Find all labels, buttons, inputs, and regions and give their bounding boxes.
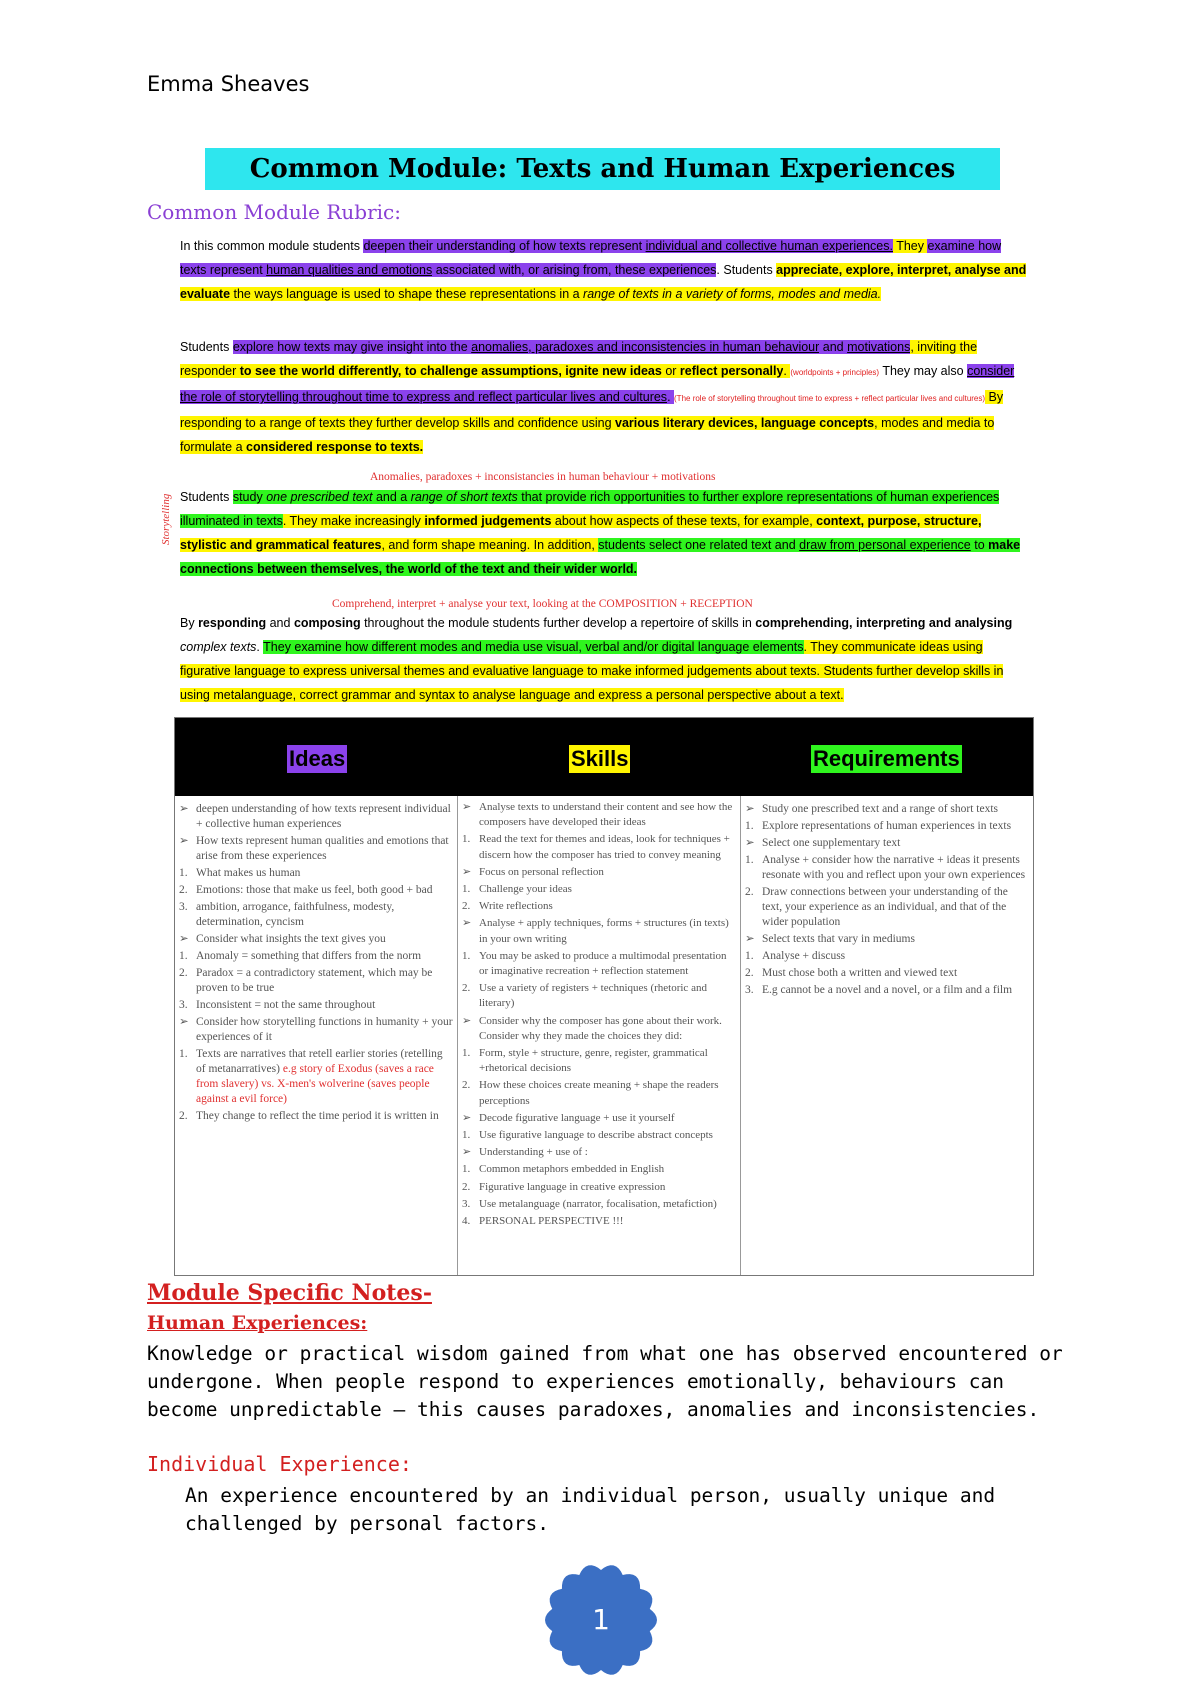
list-item <box>745 949 1029 964</box>
list-item <box>745 966 1029 981</box>
list-item <box>462 1078 736 1108</box>
list-item-text: Study one prescribed text and a range of short texts <box>762 803 999 815</box>
author-name: Emma Sheaves <box>147 72 310 96</box>
list-item <box>179 932 453 947</box>
list-marker: 2. <box>745 967 754 979</box>
list-item <box>462 949 736 979</box>
list-item <box>462 832 736 862</box>
annotation-storytelling: Storytelling <box>160 493 172 545</box>
list-item <box>462 865 736 880</box>
list-item <box>179 1015 453 1045</box>
list-marker: 1. <box>462 949 471 962</box>
notes-heading: Module Specific Notes- <box>147 1280 432 1306</box>
individual-experience-body: An experience encountered by an individual person, usually unique and challenged by personal factors. <box>185 1484 996 1535</box>
list-marker: 2. <box>179 884 188 896</box>
list-marker: ➢ <box>745 837 755 849</box>
list-item <box>745 983 1029 998</box>
list-item-text: E.g cannot be a novel and a novel, or a film and a film <box>762 984 1013 996</box>
list-marker: ➢ <box>179 803 189 815</box>
list-item-text: Decode figurative language + use it yourself <box>479 1111 675 1124</box>
list-item-text: Focus on personal reflection <box>479 865 604 878</box>
list-item <box>462 800 736 830</box>
list-marker: ➢ <box>179 933 189 945</box>
list-marker: 2. <box>179 1110 188 1122</box>
list-item-text: Common metaphors embedded in English <box>479 1163 665 1176</box>
list-marker: 1. <box>462 1047 471 1060</box>
list-marker: 3. <box>462 1197 471 1210</box>
notes-body: Knowledge or practical wisdom gained from what one has observed encountered or undergone. When people respond to experiences emotionally, behaviours can become unpredictable – this causes paradoxes, anomalies and inconsistencies. <box>147 1342 1063 1421</box>
list-item-text: deepen understanding of how texts represent individual + collective human experiences <box>196 803 451 830</box>
list-item <box>179 949 453 964</box>
list-item-text: Paradox = a contradictory statement, which may be proven to be true <box>196 967 433 994</box>
list-item-text: Texts are narratives that retell earlier stories (retelling of metanarratives) <box>196 1048 443 1075</box>
list-marker: 2. <box>462 1180 471 1193</box>
list-marker: 1. <box>745 820 754 832</box>
list-marker: ➢ <box>179 835 189 847</box>
list-item-text: They change to reflect the time period it is written in <box>196 1110 439 1122</box>
annotation-anomalies: Anomalies, paradoxes + inconsistancies in human behaviour + motivations <box>370 471 716 483</box>
list-item <box>462 1145 736 1160</box>
list-item <box>462 1046 736 1076</box>
list-marker: ➢ <box>462 1014 472 1027</box>
list-marker: 2. <box>179 967 188 979</box>
rubric-paragraph-4: By responding and composing throughout the module students further develop a repertoire of skills in comprehending, interpreting and analysing complex texts. They examine how different modes and media use visual, verbal and/or digital language elements. They communicate ideas using figurative language to express universal themes and evaluative language to make informed judgements about texts. Students further develop skills in using metalanguage, correct grammar and syntax to analyse language and express a personal perspective about a text. <box>180 616 1013 702</box>
list-item-text: Anomaly = something that differs from the norm <box>196 950 422 962</box>
list-marker: ➢ <box>179 1016 189 1028</box>
list-item-text: How texts represent human qualities and emotions that arise from these experiences <box>196 835 449 862</box>
list-item-text: Analyse + consider how the narrative + ideas it presents resonate with you and reflect upon your own experiences <box>762 854 1026 881</box>
list-item-text: Analyse + discuss <box>762 950 846 962</box>
list-marker: ➢ <box>745 803 755 815</box>
list-marker: 1. <box>179 1048 188 1060</box>
list-item <box>462 1180 736 1195</box>
rubric-paragraph-2: Students explore how texts may give insight into the anomalies, paradoxes and inconsistencies in human behaviour and motivations, inviting the responder to see the world differently, to challenge assumptions, ignite new ideas or reflect personally. (worldpoints + principles) They may also consider the role of storytelling throughout time to express and reflect particular lives and cultures. (The role of storytelling throughout time to express + reflect particular lives and cultures) By responding to a range of texts they further develop skills and confidence using various literary devices, language concepts, modes and media to formulate a considered response to texts. <box>180 340 1015 454</box>
list-item <box>745 932 1029 947</box>
list-item-text: Select texts that vary in mediums <box>762 933 915 945</box>
list-item <box>462 1111 736 1126</box>
list-item <box>179 1047 453 1107</box>
header-ideas: Ideas <box>289 746 346 771</box>
list-item <box>179 834 453 864</box>
list-item <box>745 885 1029 930</box>
list-item <box>745 853 1029 883</box>
list-marker: ➢ <box>462 917 472 930</box>
list-item-text: You may be asked to produce a multimodal presentation or imaginative recreation + reflection statement <box>479 949 727 978</box>
summary-table <box>174 717 1034 1276</box>
list-marker: 1. <box>745 854 754 866</box>
list-item <box>745 819 1029 834</box>
list-marker: 3. <box>745 984 754 996</box>
notes-subheading: Human Experiences: <box>147 1312 368 1334</box>
individual-experience-heading: Individual Experience: <box>147 1452 412 1476</box>
list-item-text: Consider how storytelling functions in humanity + your experiences of it <box>196 1016 453 1043</box>
list-item <box>462 1128 736 1143</box>
list-marker: 1. <box>745 950 754 962</box>
list-item-text: Use metalanguage (narrator, focalisation, metafiction) <box>479 1197 717 1210</box>
list-marker: 3. <box>179 999 188 1011</box>
list-item <box>745 836 1029 851</box>
list-marker: ➢ <box>462 865 472 878</box>
list-item <box>462 1197 736 1212</box>
list-item-text: Explore representations of human experiences in texts <box>762 820 1012 832</box>
list-item-text: What makes us human <box>196 867 301 879</box>
list-marker: ➢ <box>462 1146 472 1159</box>
list-item-text: How these choices create meaning + shape the readers perceptions <box>479 1079 719 1107</box>
list-marker: 2. <box>462 1079 471 1092</box>
page-title: Common Module: Texts and Human Experiences <box>205 148 1000 190</box>
list-item-text: PERSONAL PERSPECTIVE !!! <box>479 1215 624 1228</box>
list-item-text: Emotions: those that make us feel, both good + bad <box>196 884 433 896</box>
list-item-text: Select one supplementary text <box>762 837 901 849</box>
list-item-text: Analyse texts to understand their content and see how the composers have developed their ideas <box>479 801 733 829</box>
list-marker: ➢ <box>462 1111 472 1124</box>
list-marker: 2. <box>462 982 471 995</box>
list-item <box>179 1109 453 1124</box>
example-text: e.g story of Exodus (saves a race from slavery) vs. X-men's wolverine (saves people against a evil force) <box>196 1063 434 1105</box>
list-item <box>462 899 736 914</box>
column-skills <box>458 796 741 1275</box>
list-item-text: Write reflections <box>479 900 553 913</box>
list-item-text: Figurative language in creative expression <box>479 1180 666 1193</box>
list-item-text: Draw connections between your understanding of the text, your experience as an individual, and that of the wider population <box>762 886 1008 928</box>
list-item <box>462 981 736 1011</box>
list-item <box>179 998 453 1013</box>
list-marker: 1. <box>462 833 471 846</box>
list-item <box>179 966 453 996</box>
list-marker: 2. <box>462 900 471 913</box>
list-item <box>179 802 453 832</box>
list-item-text: Use figurative language to describe abstract concepts <box>479 1129 713 1142</box>
list-marker: 3. <box>179 901 188 913</box>
rubric-paragraph-3: Students study one prescribed text and a range of short texts that provide rich opportunities to further explore representations of human experiences illuminated in texts. They make increasingly informed judgements about how aspects of these texts, for example, context, purpose, structure, stylistic and grammatical features, and form shape meaning. In addition, students select one related text and draw from personal experience to make connections between themselves, the world of the text and their wider world. <box>180 490 1021 576</box>
rubric-heading: Common Module Rubric: <box>147 200 401 224</box>
list-item-text: Consider what insights the text gives you <box>196 933 386 945</box>
annotation-comprehend: Comprehend, interpret + analyse your text, looking at the COMPOSITION + RECEPTION <box>332 598 753 610</box>
list-marker: 1. <box>462 883 471 896</box>
table-header-row <box>175 718 1033 796</box>
list-item-text: Use a variety of registers + techniques (rhetoric and literary) <box>479 982 707 1010</box>
list-marker: 1. <box>179 867 188 879</box>
list-item <box>462 1214 736 1229</box>
list-marker: 1. <box>179 950 188 962</box>
list-marker: 4. <box>462 1215 471 1228</box>
list-marker: 2. <box>745 886 754 898</box>
header-skills: Skills <box>571 746 629 771</box>
list-item <box>179 866 453 881</box>
list-item-text: Form, style + structure, genre, register, grammatical +rhetorical decisions <box>479 1047 708 1075</box>
list-marker: 1. <box>462 1163 471 1176</box>
rubric-paragraph-1: In this common module students deepen their understanding of how texts represent individual and collective human experiences. They examine how texts represent human qualities and emotions associated with, or arising from, these experiences. Students appreciate, explore, interpret, analyse and evaluate the ways language is used to shape these representations in a range of texts in a variety of forms, modes and media. <box>180 239 1027 301</box>
list-item <box>179 900 453 930</box>
list-item-text: ambition, arrogance, faithfulness, modesty, determination, cyncism <box>196 901 395 928</box>
list-item-text: Inconsistent = not the same throughout <box>196 999 376 1011</box>
list-item <box>745 802 1029 817</box>
list-marker: ➢ <box>745 933 755 945</box>
list-item-text: Analyse + apply techniques, forms + structures (in texts) in your own writing <box>479 917 729 945</box>
page-number: 1 <box>592 1603 610 1636</box>
header-requirements: Requirements <box>813 746 960 771</box>
list-item <box>462 1014 736 1044</box>
list-item <box>462 916 736 946</box>
column-requirements <box>741 796 1033 1275</box>
list-marker: 1. <box>462 1129 471 1142</box>
list-item <box>179 883 453 898</box>
list-marker: ➢ <box>462 801 472 813</box>
list-item-text: Consider why the composer has gone about their work. Consider why they made the choices they did: <box>479 1014 722 1042</box>
list-item-text: Challenge your ideas <box>479 883 572 896</box>
list-item-text: Understanding + use of : <box>479 1146 588 1159</box>
list-item <box>462 1162 736 1177</box>
list-item <box>462 882 736 897</box>
list-item-text: Read the text for themes and ideas, look for techniques + discern how the composer has tried to convey meaning <box>479 833 730 861</box>
column-ideas <box>175 796 458 1275</box>
list-item-text: Must chose both a written and viewed text <box>762 967 958 979</box>
